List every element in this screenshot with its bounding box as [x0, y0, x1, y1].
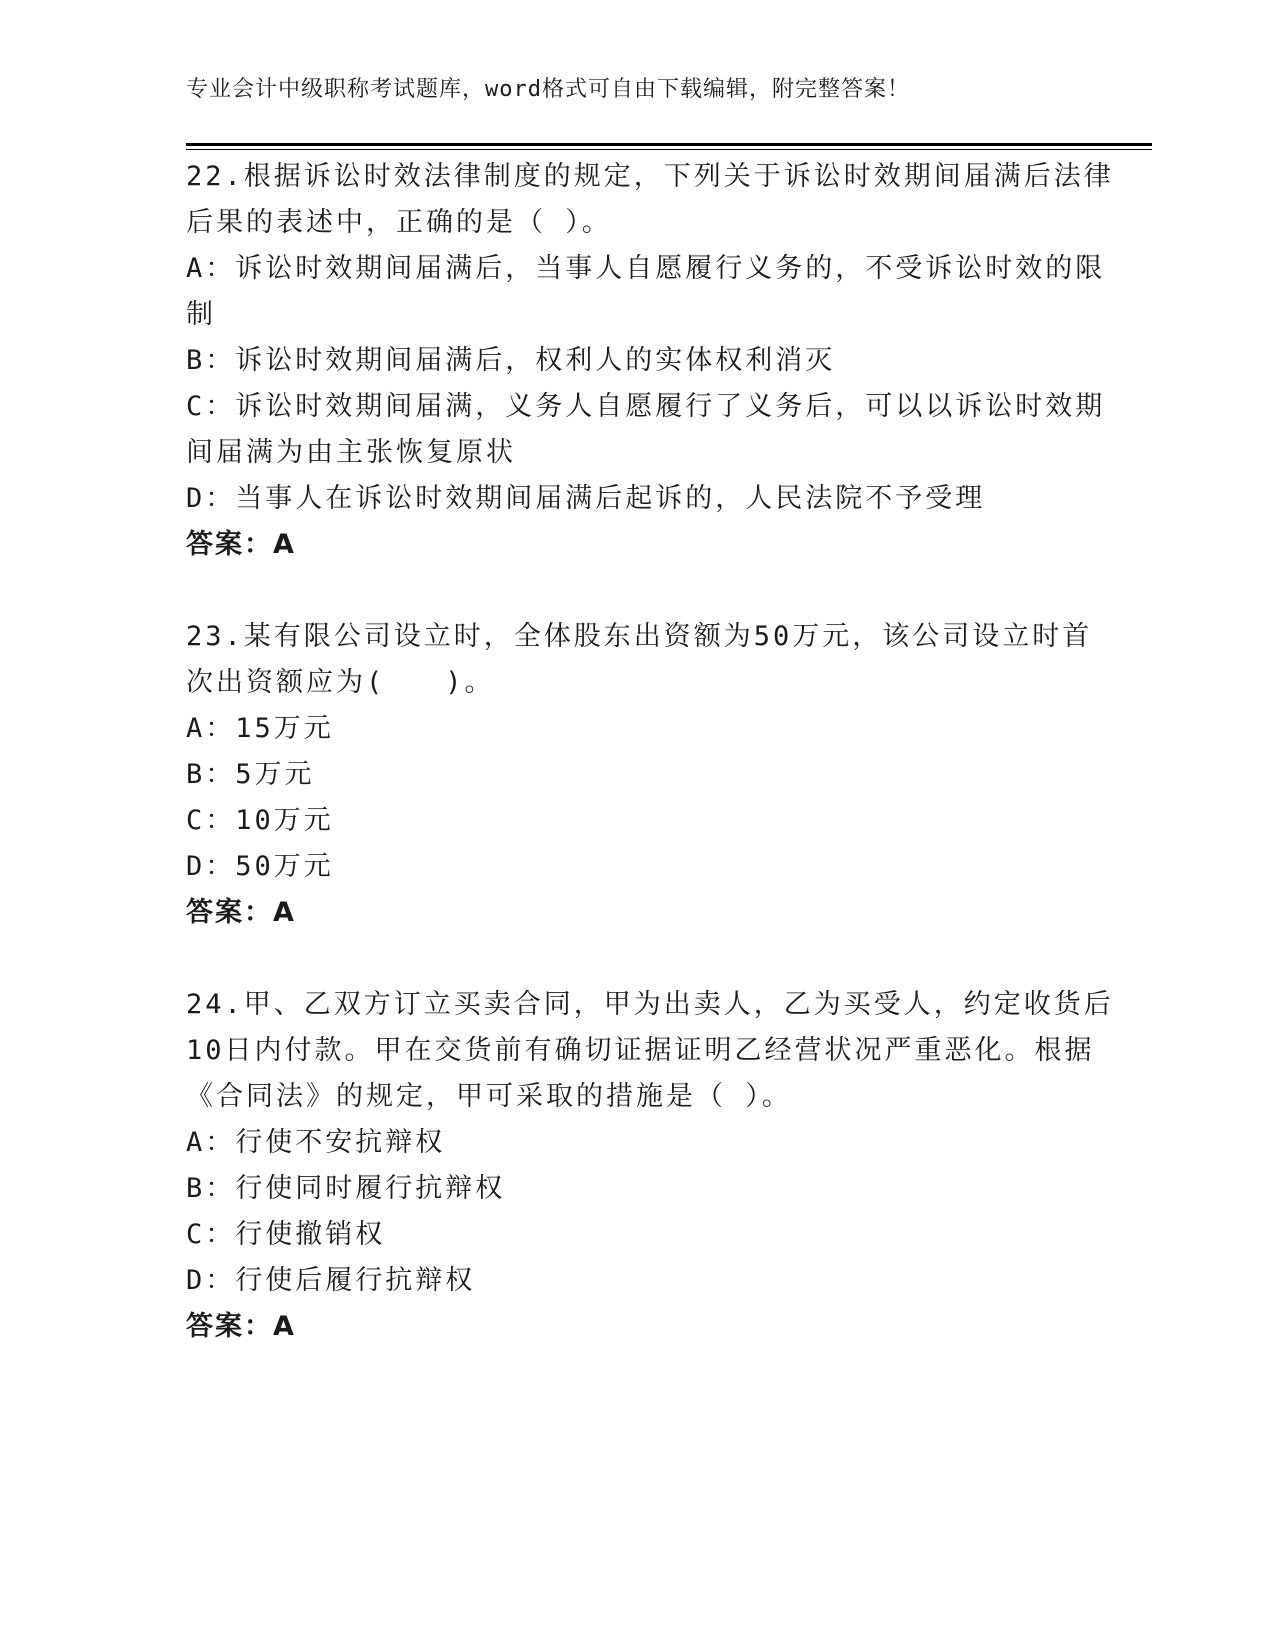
- option-a-line: A：15万元: [186, 713, 334, 744]
- option-a-line: 制: [186, 299, 216, 330]
- header-rule-thick: [186, 143, 1152, 146]
- question-stem-line: 24.甲、乙双方订立买卖合同，甲为出卖人，乙为买受人，约定收货后: [186, 989, 1114, 1020]
- answer-line: 答案：A: [186, 529, 296, 560]
- question-stem-line: 《合同法》的规定，甲可采取的措施是（ ）。: [186, 1081, 792, 1112]
- option-c-line: C：10万元: [186, 805, 334, 836]
- answer-line: 答案：A: [186, 1311, 296, 1342]
- spacer: [186, 568, 1086, 614]
- question-24: [186, 982, 1114, 1350]
- question-stem-line: 22.根据诉讼时效法律制度的规定，下列关于诉讼时效期间届满后法律: [186, 161, 1114, 192]
- question-23: [186, 614, 1093, 936]
- option-d-line: D：行使后履行抗辩权: [186, 1265, 476, 1296]
- option-b-line: B：行使同时履行抗辩权: [186, 1173, 506, 1204]
- question-list: [186, 154, 1114, 1350]
- page-header: 专业会计中级职称考试题库，word格式可自由下载编辑，附完整答案！: [186, 77, 910, 102]
- option-a-line: A：诉讼时效期间届满后，当事人自愿履行义务的，不受诉讼时效的限: [186, 253, 1106, 284]
- option-a-line: A：行使不安抗辩权: [186, 1127, 446, 1158]
- question-22: [186, 154, 1114, 568]
- option-c-line: C：行使撤销权: [186, 1219, 386, 1250]
- question-stem-line: 后果的表述中，正确的是（ ）。: [186, 207, 612, 238]
- option-b-line: B：5万元: [186, 759, 315, 790]
- header-rule-thin: [186, 149, 1152, 150]
- option-d-line: D：50万元: [186, 851, 334, 882]
- option-d-line: D：当事人在诉讼时效期间届满后起诉的，人民法院不予受理: [186, 483, 986, 514]
- question-stem-line: 23.某有限公司设立时，全体股东出资额为50万元，该公司设立时首: [186, 621, 1093, 652]
- question-stem-line: 10日内付款。甲在交货前有确切证据证明乙经营状况严重恶化。根据: [186, 1035, 1095, 1066]
- option-c-line: 间届满为由主张恢复原状: [186, 437, 516, 468]
- question-stem-line: 次出资额应为( )。: [186, 667, 495, 698]
- option-b-line: B：诉讼时效期间届满后，权利人的实体权利消灭: [186, 345, 836, 376]
- spacer: [186, 936, 1086, 982]
- option-c-line: C：诉讼时效期间届满，义务人自愿履行了义务后，可以以诉讼时效期: [186, 391, 1106, 422]
- answer-line: 答案：A: [186, 897, 296, 928]
